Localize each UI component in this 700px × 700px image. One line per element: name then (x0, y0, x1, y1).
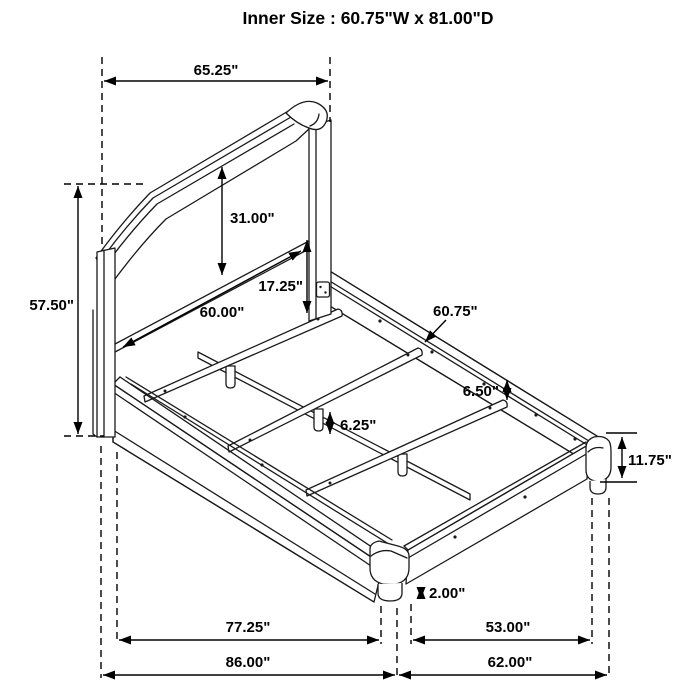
dim-slat-width-label: 60.75" (433, 303, 478, 320)
dim-footboard-span-label: 53.00" (485, 619, 531, 636)
rail-mounting-bracket (317, 282, 330, 297)
dim-panel-height-label: 31.00" (230, 210, 275, 227)
foot-right-leg (590, 479, 606, 494)
dim-overall-width (399, 654, 607, 675)
dim-headboard-width-label: 65.25" (193, 62, 239, 79)
dim-panel-to-slat-label: 17.25" (258, 278, 303, 295)
left-side-rail (113, 377, 388, 602)
dim-footboard-span (413, 619, 590, 640)
dim-foot-height (421, 585, 465, 602)
dim-overall-length (103, 654, 395, 675)
headboard (93, 101, 331, 437)
dim-panel-height (222, 167, 275, 275)
headboard-left-post (93, 248, 115, 437)
dim-overall-length-label: 86.00" (225, 654, 271, 671)
dim-support-leg-height-label: 6.25" (340, 417, 377, 434)
foot-left-leg (378, 583, 402, 601)
dim-inner-width-headboard-label: 60.00" (199, 304, 245, 321)
dim-foot-height-label: 2.00" (429, 585, 466, 602)
dim-inner-length (119, 619, 379, 640)
foot-right-corner-post (586, 437, 611, 495)
diagram-title: Inner Size : 60.75"W x 81.00"D (242, 8, 494, 28)
footboard (404, 442, 588, 584)
dim-overall-width-label: 62.00" (487, 654, 533, 671)
dim-headboard-height-label: 57.50" (29, 297, 74, 314)
dim-inner-length-label: 77.25" (225, 619, 271, 636)
dim-rail-to-slat-drop-label: 6.50" (462, 383, 499, 400)
bed-frame-drawing (93, 101, 611, 602)
dim-siderail-height-label: 11.75" (628, 452, 672, 469)
dim-inner-width-headboard (123, 251, 301, 347)
